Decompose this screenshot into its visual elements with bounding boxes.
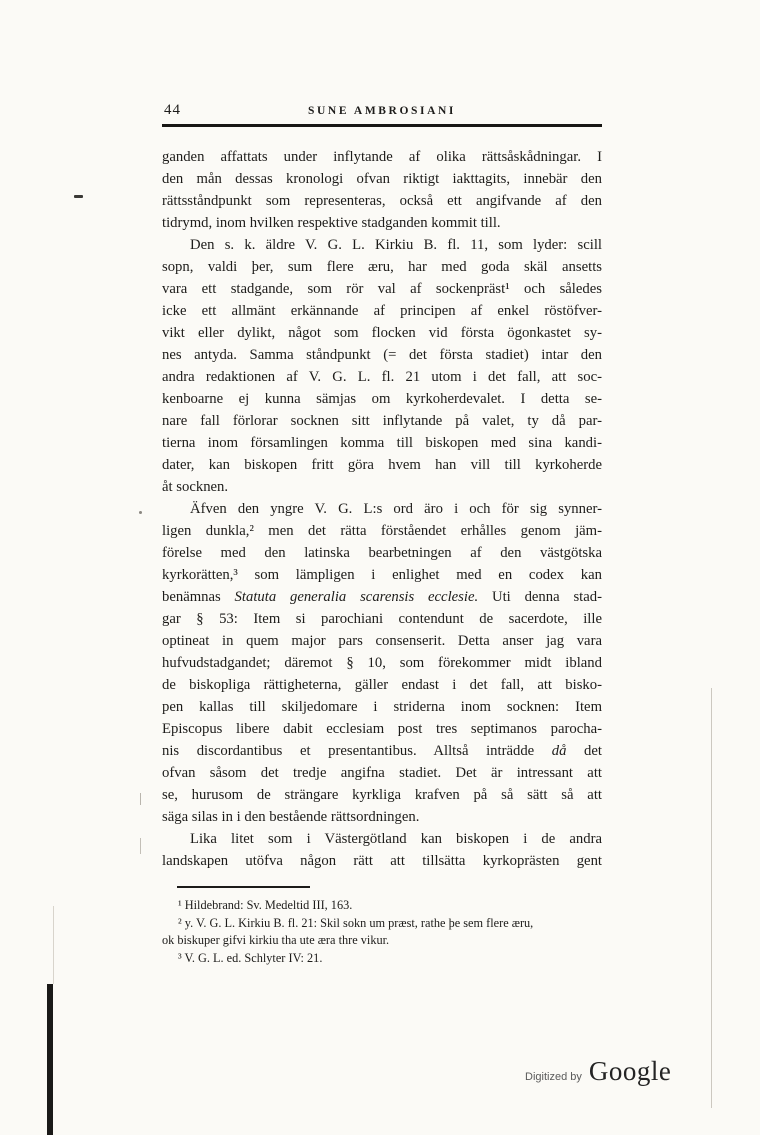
footnote-rule — [177, 886, 310, 888]
text-line: de biskopliga rättigheterna, gäller endast i det fall, att bisko- — [162, 677, 602, 693]
scan-artifact-left-bar — [47, 984, 53, 1135]
digitized-by-label: Digitized by — [525, 1071, 582, 1083]
text-line: ganden affattats under inflytande af olika rättsåskådningar. I — [162, 149, 602, 165]
footnote-line: ² y. V. G. L. Kirkiu B. fl. 21: Skil sokn um præst, rathe þe sem flere æru, — [178, 915, 534, 930]
digitized-by — [525, 1056, 671, 1087]
text-line: rättsståndpunkt som representeras, också ett angifvande af den — [162, 193, 602, 209]
text-line: icke ett allmänt erkännande af principen af enkel röstöfver- — [162, 303, 602, 319]
footnote-line: ok biskuper gifvi kirkiu tha ute æra thre vikur. — [162, 933, 390, 947]
footnotes — [162, 897, 604, 967]
scan-artifact-tick-1 — [140, 793, 141, 805]
text-line: hufvudstadgandet; däremot § 10, som förekommer midt ibland — [162, 655, 602, 671]
text-line: förelse med den latinska bearbetningen af den västgötska — [162, 545, 602, 561]
google-logo: Google — [588, 1056, 672, 1086]
text-line: åt socknen. — [162, 479, 229, 495]
running-title: SUNE AMBROSIANI — [308, 105, 456, 117]
text-line: nes antyda. Samma ståndpunkt (= det första stadiet) intar den — [162, 347, 602, 363]
text-line: Episcopus libere dabit ecclesiam post tres septimanos parocha- — [162, 721, 602, 737]
text-line: pen kallas till skiljedomare i striderna inom socknen: Item — [162, 699, 602, 715]
text-line: säga silas in i den bestående rättsordningen. — [162, 809, 420, 825]
text-line: gar § 53: Item si parochiani contendunt de sacerdote, ille — [162, 611, 602, 627]
text-line: kyrkorätten,³ som lämpligen i enlighet med en codex kan — [162, 567, 602, 583]
text-line: Äfven den yngre V. G. L:s ord äro i och för sig synner- — [190, 501, 602, 517]
text-line: vara ett stadgande, som rör val af sockenpräst¹ och således — [162, 281, 602, 297]
page-number: 44 — [164, 102, 181, 118]
text-line: ligen dunkla,² men det rätta förståendet erhålles genom jäm- — [162, 523, 602, 539]
scan-artifact-right-line — [711, 688, 712, 1108]
scan-artifact-dash — [74, 195, 83, 198]
footnote-line: ¹ Hildebrand: Sv. Medeltid III, 163. — [178, 898, 353, 912]
text-line: den mån dessas kronologi ofvan riktigt iakttagits, innebär den — [162, 171, 602, 187]
text-line: Lika litet som i Västergötland kan biskopen i de andra — [190, 831, 602, 847]
text-line: nare fall förlorar socknen sitt inflytande på valet, ty då par- — [162, 413, 602, 429]
body-text — [162, 146, 602, 872]
text-line: ofvan såsom det tredje angifna stadiet. Det är intressant att — [162, 765, 602, 781]
text-line: tidrymd, inom hvilken respektive stadganden kommit till. — [162, 215, 501, 231]
text-line: optineat in quem major pars consenserit. Detta anser jag vara — [162, 633, 602, 649]
text-line: se, hurusom de strängare kyrkliga krafven på så sätt så att — [162, 787, 602, 803]
text-line: dater, kan biskopen fritt göra hvem han vill till kyrkoherde — [162, 457, 602, 473]
text-line: benämnas Statuta generalia scarensis ecclesie. Uti denna stad- — [162, 589, 602, 605]
text-line: andra redaktionen af V. G. L. fl. 21 utom i det fall, att soc- — [162, 369, 602, 385]
text-line: vikt eller dylikt, något som flocken vid första ögonkastet sy- — [162, 325, 602, 341]
scan-artifact-dot — [139, 511, 142, 514]
text-line: nis discordantibus et presentantibus. Alltså inträdde då det — [162, 743, 602, 759]
scan-artifact-left-line — [53, 906, 54, 984]
text-line: landskapen utöfva någon rätt att tillsätta kyrkoprästen gent — [162, 853, 602, 869]
scan-artifact-tick-2 — [140, 838, 141, 854]
footnote-line: ³ V. G. L. ed. Schlyter IV: 21. — [178, 950, 323, 965]
text-line: tierna inom församlingen komma till biskopen med sina kandi- — [162, 435, 602, 451]
text-line: Den s. k. äldre V. G. L. Kirkiu B. fl. 11, som lyder: scill — [190, 237, 602, 253]
text-line: kenboarne ej kunna sämjas om kyrkoherdevalet. I detta se- — [162, 391, 602, 407]
text-line: sopn, valdi þer, sum flere æru, har med goda skäl ansetts — [162, 259, 602, 275]
header-rule — [162, 124, 602, 127]
